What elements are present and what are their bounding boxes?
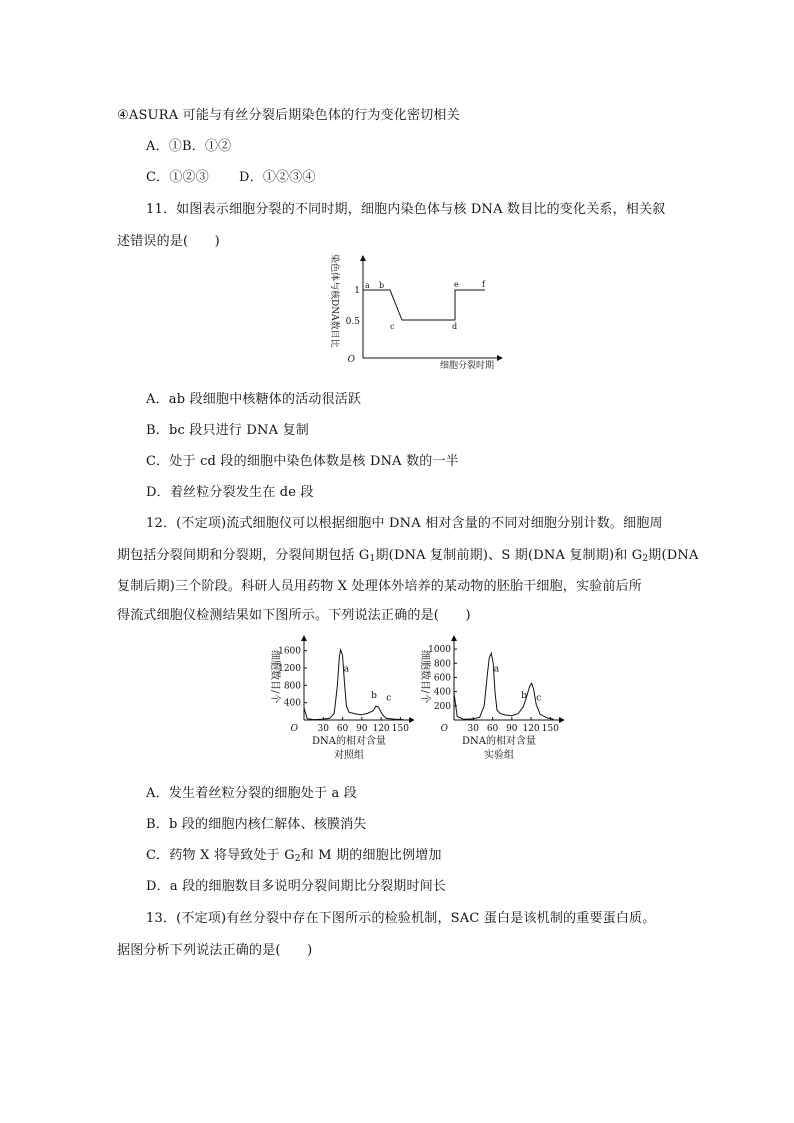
y-tick-label: 1000 xyxy=(428,645,451,656)
q12-option-c: C．药物 X 将导致处于 $G_2$和 M 期的细胞比例增加 xyxy=(146,848,442,864)
q11-point-b: b xyxy=(379,281,385,290)
q11-point-a: a xyxy=(365,281,370,290)
x-tick-label: 30 xyxy=(317,724,329,734)
y-axis-label: 细胞数目/个 xyxy=(269,650,280,704)
region-label-b: b xyxy=(371,691,377,702)
q11-ratio-line xyxy=(363,290,485,320)
q11-point-e: e xyxy=(454,280,459,289)
x-tick-label: 90 xyxy=(506,724,518,734)
q11-ratio-figure xyxy=(310,250,510,376)
x-tick-label: 90 xyxy=(356,724,368,734)
q12-stem-line-3: 复制后期)三个阶段。科研人员用药物 X 处理体外培养的某动物的胚胎干细胞，实验前后所 xyxy=(117,579,642,594)
x-tick-label: 60 xyxy=(336,724,349,734)
q12-experimental-chart xyxy=(414,632,564,772)
q10-statement-4: ④ASURA 可能与有丝分裂后期染色体的行为变化密切相关 xyxy=(117,108,460,123)
origin-label: O xyxy=(440,724,448,734)
chart-title: 实验组 xyxy=(484,750,514,761)
q11-stem-line-2: 述错误的是( ) xyxy=(117,234,220,249)
y-tick-label: 1200 xyxy=(278,664,301,674)
q11-point-c: c xyxy=(390,322,395,331)
q12-option-a: A．发生着丝粒分裂的细胞处于 a 段 xyxy=(146,786,358,801)
chart-title: 对照组 xyxy=(334,750,364,761)
y-axis-label: 细胞数目/个 xyxy=(419,650,430,704)
y-tick-label: 600 xyxy=(433,673,451,684)
x-tick-label: 60 xyxy=(486,724,499,734)
y-tick-label: 1600 xyxy=(278,646,301,657)
x-tick-label: 150 xyxy=(391,724,409,734)
region-label-a: a xyxy=(343,664,350,675)
region-label-c: c xyxy=(536,693,542,704)
q11-stem-line-1: 11．如图表示细胞分裂的不同时期，细胞内染色体与核 DNA 数目比的变化关系，相关叙 xyxy=(146,202,666,217)
q12-control-chart xyxy=(264,632,414,772)
x-tick-label: 120 xyxy=(522,724,540,734)
q10-option-c: C．①②③ xyxy=(146,170,209,185)
distribution-curve xyxy=(304,650,404,720)
q11-option-c: C．处于 cd 段的细胞中染色体数是核 DNA 数的一半 xyxy=(146,454,459,469)
q12-option-b: B．b 段的细胞内核仁解体、核膜消失 xyxy=(146,817,367,832)
y-tick-label: 800 xyxy=(283,681,301,692)
y-tick-label: 200 xyxy=(433,701,451,712)
region-label-b: b xyxy=(521,691,527,702)
y-tick-label: 400 xyxy=(283,698,301,709)
y-tick-label: 400 xyxy=(433,687,451,698)
q12-stem-line-1: 12．(不定项)流式细胞仪可以根据细胞中 DNA 相对含量的不同对细胞分别计数。细胞周 xyxy=(146,516,663,531)
x-tick-label: 120 xyxy=(372,724,390,734)
q11-y-tick-0-5: 0.5 xyxy=(345,317,360,327)
q12-stem-line-2: 期包括分裂间期和分裂期，分裂间期包括 $G_1$期(DNA 复制前期)、S 期(DNA 复制期)和 $G_2$期(DNA xyxy=(117,548,699,564)
q11-option-a: A．ab 段细胞中核糖体的活动很活跃 xyxy=(146,392,362,407)
q11-origin-label: O xyxy=(347,355,355,365)
x-axis-label: DNA的相对含量 xyxy=(462,736,536,747)
q11-y-axis-label: 染色体与核DNA数目比 xyxy=(329,254,339,348)
q13-stem-line-1: 13．(不定项)有丝分裂中存在下图所示的检验机制，SAC 蛋白是该机制的重要蛋白质。 xyxy=(146,911,656,926)
q11-option-b: B．bc 段只进行 DNA 复制 xyxy=(146,423,309,438)
region-label-c: c xyxy=(386,693,392,704)
q11-y-tick-1: 1 xyxy=(354,286,360,296)
q10-option-a-b: A．①B．①② xyxy=(146,139,232,154)
x-tick-label: 30 xyxy=(467,724,479,734)
region-label-a: a xyxy=(493,664,500,675)
q11-x-axis-label: 细胞分裂时期 xyxy=(440,361,495,371)
origin-label: O xyxy=(290,724,298,734)
distribution-curve xyxy=(454,653,554,719)
q11-point-d: d xyxy=(452,322,458,331)
q11-point-f: f xyxy=(482,280,485,289)
q12-stem-line-4: 得流式细胞仪检测结果如下图所示。下列说法正确的是( ) xyxy=(117,608,471,623)
q10-option-d: D．①②③④ xyxy=(239,170,316,185)
q13-stem-line-2: 据图分析下列说法正确的是( ) xyxy=(117,943,313,958)
y-tick-label: 800 xyxy=(433,659,451,670)
q12-option-d: D．a 段的细胞数目多说明分裂间期比分裂期时间长 xyxy=(146,879,447,894)
q11-option-d: D．着丝粒分裂发生在 de 段 xyxy=(146,485,314,500)
x-axis-label: DNA的相对含量 xyxy=(312,736,386,747)
x-tick-label: 150 xyxy=(541,724,559,734)
